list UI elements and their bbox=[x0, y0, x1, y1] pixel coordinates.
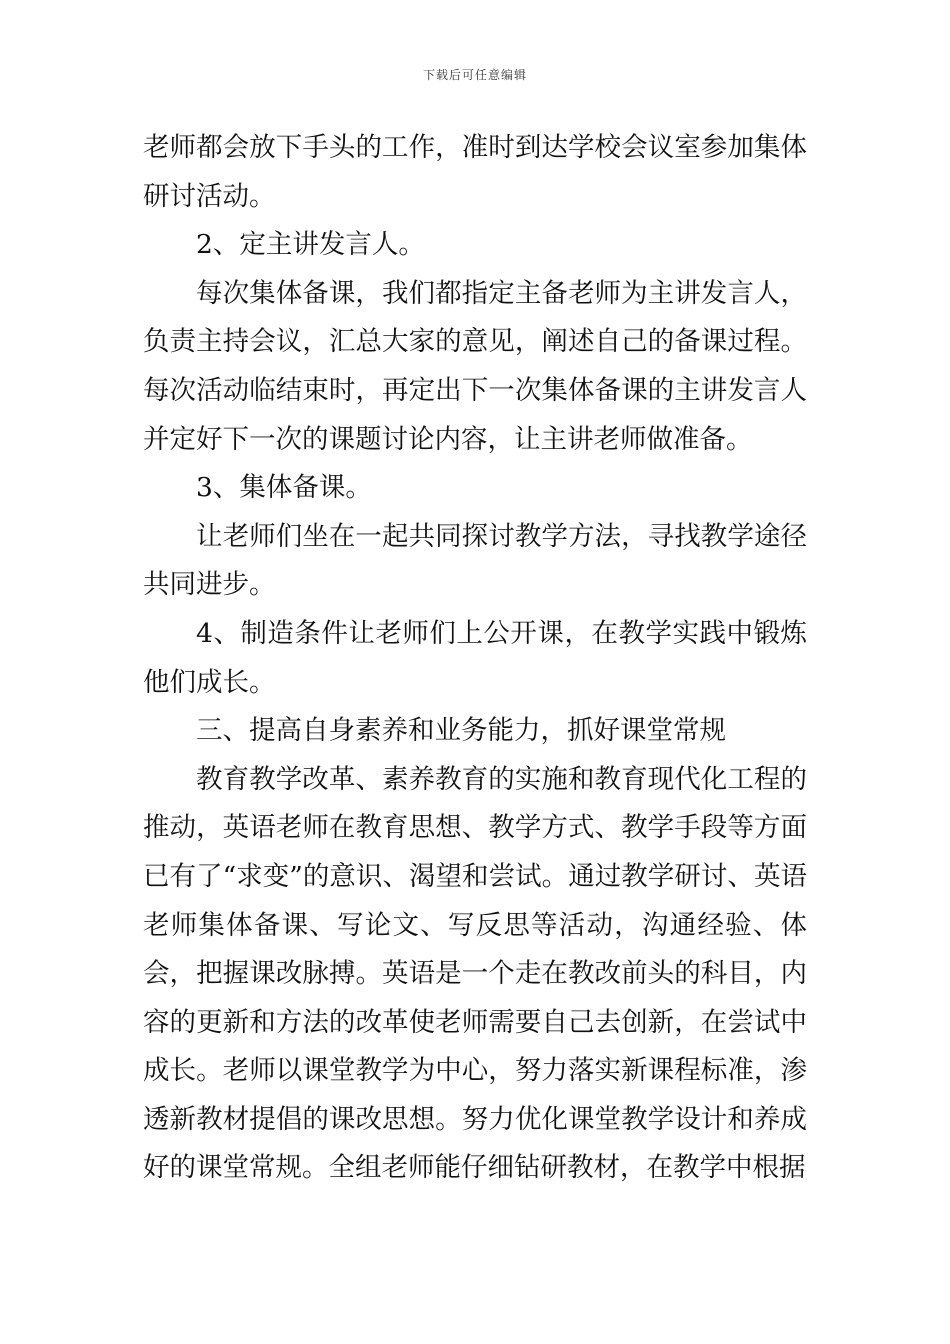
paragraph: 3、集体备课。 bbox=[196, 472, 372, 504]
paragraph: 4、制造条件让老师们上公开课，在教学实践中锻炼他们成长。 bbox=[143, 617, 807, 698]
paragraph: 教育教学改革、素养教育的实施和教育现代化工程的推动，英语老师在教育思想、教学方式、教学手段等方面已有了“求变”的意识、渴望和尝试。通过教学研讨、英语老师集体备课、写论文、写反思等活动，沟通经验、体会，把握课改脉搏。英语是一个走在教改前头的科目，内容的更新和方法的改革使老师需要自己去创新，在尝试中成长。老师以课堂教学为中心，努力落实新课程标准，渗透新教材提倡的课改思想。努力优化课堂教学设计和养成好的课堂常规。全组老师能仔细钻研教材，在教学中根据 bbox=[143, 763, 807, 1184]
paragraph: 让老师们坐在一起共同探讨教学方法，寻找教学途径共同进步。 bbox=[143, 520, 807, 601]
section-heading: 三、提高自身素养和业务能力，抓好课堂常规 bbox=[196, 715, 726, 747]
paragraph: 2、定主讲发言人。 bbox=[196, 229, 425, 261]
document-body bbox=[143, 124, 807, 1193]
page-header: 下载后可任意编辑 bbox=[422, 68, 527, 82]
paragraph: 每次集体备课，我们都指定主备老师为主讲发言人，负责主持会议，汇总大家的意见，阐述自己的备课过程。每次活动临结束时，再定出下一次集体备课的主讲发言人并定好下一次的课题讨论内容，让主讲老师做准备。 bbox=[143, 277, 807, 455]
paragraph: 老师都会放下手头的工作，准时到达学校会议室参加集体研讨活动。 bbox=[143, 132, 807, 212]
